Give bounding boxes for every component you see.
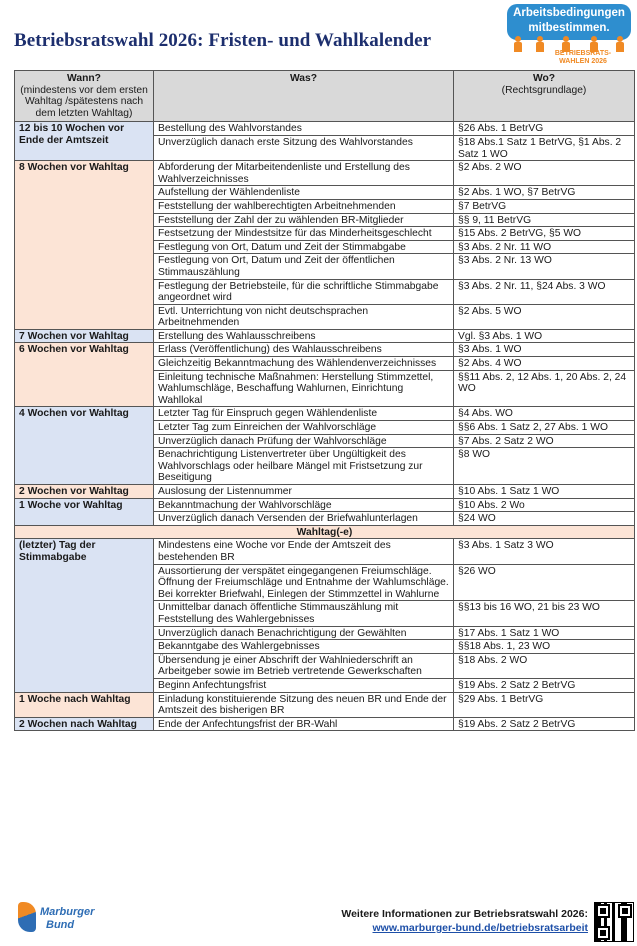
table-row <box>15 122 635 136</box>
legal-basis-cell: §8 WO <box>454 448 635 485</box>
legal-basis-cell: §§11 Abs. 2, 12 Abs. 1, 20 Abs. 2, 24 WO <box>454 370 635 407</box>
legal-basis-cell: §3 Abs. 1 Satz 3 WO <box>454 539 635 564</box>
what-cell: Bestellung des Wahlvorstandes <box>154 122 454 136</box>
when-cell: 4 Wochen vor Wahltag <box>15 407 154 485</box>
legal-basis-cell: §3 Abs. 2 Nr. 11 WO <box>454 240 635 254</box>
legal-basis-cell: §19 Abs. 2 Satz 2 BetrVG <box>454 717 635 731</box>
when-cell: (letzter) Tag der Stimmabgabe <box>15 539 154 692</box>
legal-basis-cell: §29 Abs. 1 BetrVG <box>454 692 635 717</box>
footer-info-text: Weitere Informationen zur Betriebsratswahl 2026: <box>341 908 588 920</box>
legal-basis-cell: §18 Abs. 2 WO <box>454 653 635 678</box>
legal-basis-cell: §§6 Abs. 1 Satz 2, 27 Abs. 1 WO <box>454 421 635 435</box>
what-cell: Gleichzeitig Bekanntmachung des Wählendenverzeichnisses <box>154 357 454 371</box>
what-cell: Unmittelbar danach öffentliche Stimmauszählung mit Feststellung des Wahlergebnisses <box>154 601 454 626</box>
when-cell: 2 Wochen vor Wahltag <box>15 485 154 499</box>
table-row <box>15 717 635 731</box>
what-cell: Festlegung von Ort, Datum und Zeit der Stimmabgabe <box>154 240 454 254</box>
legal-basis-cell: §§18 Abs. 1, 23 WO <box>454 640 635 654</box>
what-cell: Letzter Tag für Einspruch gegen Wählendenliste <box>154 407 454 421</box>
what-cell: Unverzüglich danach Versenden der Briefwahlunterlagen <box>154 512 454 526</box>
legal-basis-cell: §17 Abs. 1 Satz 1 WO <box>454 626 635 640</box>
what-cell: Evtl. Unterrichtung von nicht deutschsprachen Arbeitnehmenden <box>154 304 454 329</box>
what-cell: Festlegung von Ort, Datum und Zeit der öffentlichen Stimmauszählung <box>154 254 454 279</box>
when-cell: 6 Wochen vor Wahltag <box>15 343 154 407</box>
legal-basis-cell: §15 Abs. 2 BetrVG, §5 WO <box>454 227 635 241</box>
what-cell: Unverzüglich danach Prüfung der Wahlvorschläge <box>154 434 454 448</box>
legal-basis-cell: §2 Abs. 1 WO, §7 BetrVG <box>454 186 635 200</box>
page-title: Betriebsratswahl 2026: Fristen- und Wahlkalender <box>14 30 432 51</box>
table-header-row <box>15 71 635 122</box>
what-cell: Festsetzung der Mindestsitze für das Minderheitsgeschlecht <box>154 227 454 241</box>
legal-basis-cell: §24 WO <box>454 512 635 526</box>
table-row <box>15 485 635 499</box>
legal-basis-cell: §§ 9, 11 BetrVG <box>454 213 635 227</box>
legal-basis-cell: §7 Abs. 2 Satz 2 WO <box>454 434 635 448</box>
legal-basis-cell: §§13 bis 16 WO, 21 bis 23 WO <box>454 601 635 626</box>
what-cell: Feststellung der Zahl der zu wählenden BR-Mitglieder <box>154 213 454 227</box>
legal-basis-cell: §4 Abs. WO <box>454 407 635 421</box>
what-cell: Letzter Tag zum Einreichen der Wahlvorschläge <box>154 421 454 435</box>
legal-basis-cell: §7 BetrVG <box>454 199 635 213</box>
footer-info <box>300 907 588 935</box>
table-row <box>15 329 635 343</box>
what-cell: Übersendung je einer Abschrift der Wahlniederschrift an Arbeitgeber sowie im Betrieb vertretende Gewerkschaften <box>154 653 454 678</box>
what-cell: Beginn Anfechtungsfrist <box>154 678 454 692</box>
deadline-table <box>14 70 635 731</box>
when-cell: 2 Wochen nach Wahltag <box>15 717 154 731</box>
what-cell: Unverzüglich danach erste Sitzung des Wahlvorstandes <box>154 135 454 160</box>
what-cell: Bekanntgabe des Wahlergebnisses <box>154 640 454 654</box>
when-cell: 7 Wochen vor Wahltag <box>15 329 154 343</box>
legal-basis-cell: §2 Abs. 5 WO <box>454 304 635 329</box>
what-cell: Erlass (Veröffentlichung) des Wahlausschreibens <box>154 343 454 357</box>
legal-basis-cell: §19 Abs. 2 Satz 2 BetrVG <box>454 678 635 692</box>
table-row <box>15 539 635 564</box>
when-cell: 1 Woche nach Wahltag <box>15 692 154 717</box>
what-cell: Bekanntmachung der Wahlvorschläge <box>154 498 454 512</box>
what-cell: Einleitung technische Maßnahmen: Herstellung Stimmzettel, Wahlumschläge, Beschaffung Wahlurnen, Einrichtung Wahllokal <box>154 370 454 407</box>
table-row <box>15 498 635 512</box>
what-cell: Abforderung der Mitarbeitendenliste und Erstellung des Wahlverzeichnisses <box>154 161 454 186</box>
when-cell: 12 bis 10 Wochen vor Ende der Amtszeit <box>15 122 154 161</box>
legal-basis-cell: §10 Abs. 2 Wo <box>454 498 635 512</box>
legal-basis-cell: Vgl. §3 Abs. 1 WO <box>454 329 635 343</box>
legal-basis-cell: §3 Abs. 2 Nr. 13 WO <box>454 254 635 279</box>
table-row <box>15 343 635 357</box>
what-cell: Festlegung der Betriebsteile, für die schriftliche Stimmabgabe angeordnet wird <box>154 279 454 304</box>
logo-mark-icon <box>18 902 36 932</box>
header-when: Wann? (mindestens vor dem ersten Wahltag /spätestens nach dem letzten Wahltag) <box>15 71 154 122</box>
logo-subtitle: BETRIEBSRATS- WAHLEN 2026 <box>554 50 612 65</box>
what-cell: Auslosung der Listennummer <box>154 485 454 499</box>
what-cell: Erstellung des Wahlausschreibens <box>154 329 454 343</box>
legal-basis-cell: §26 Abs. 1 BetrVG <box>454 122 635 136</box>
legal-basis-cell: §2 Abs. 4 WO <box>454 357 635 371</box>
what-cell: Aufstellung der Wählendenliste <box>154 186 454 200</box>
election-day-separator: Wahltag(-e) <box>15 525 635 539</box>
what-cell: Benachrichtigung Listenvertreter über Ungültigkeit des Wahlvorschlags oder heilbare Mängel mit Fristsetzung zur Beseitigung <box>154 448 454 485</box>
what-cell: Feststellung der wahlberechtigten Arbeitnehmenden <box>154 199 454 213</box>
legal-basis-cell: §10 Abs. 1 Satz 1 WO <box>454 485 635 499</box>
legal-basis-cell: §3 Abs. 2 Nr. 11, §24 Abs. 3 WO <box>454 279 635 304</box>
what-cell: Aussortierung der verspätet eingegangenen Freiumschläge. Öffnung der Freiumschläge und Entnahme der Wahlumschläge. Bei korrekter Briefwahl, Einlegen der Stimmzettel in Wahlurne <box>154 564 454 601</box>
what-cell: Einladung konstituierende Sitzung des neuen BR und Ende der Amtszeit des bisherigen BR <box>154 692 454 717</box>
header-what: Was? <box>154 71 454 122</box>
marburger-bund-logo: Marburger Bund <box>16 900 96 938</box>
what-cell: Mindestens eine Woche vor Ende der Amtszeit des bestehenden BR <box>154 539 454 564</box>
when-cell: 8 Wochen vor Wahltag <box>15 161 154 330</box>
qr-code-icon <box>594 902 634 942</box>
legal-basis-cell: §2 Abs. 2 WO <box>454 161 635 186</box>
table-row <box>15 161 635 186</box>
legal-basis-cell: §26 WO <box>454 564 635 601</box>
header-where: Wo? (Rechtsgrundlage) <box>454 71 635 122</box>
logo-line-1: Arbeitsbedingungen <box>513 7 625 19</box>
logo-line-2: mitbestimmen. <box>528 22 610 34</box>
footer-link[interactable]: www.marburger-bund.de/betriebsratsarbeit <box>372 922 588 934</box>
legal-basis-cell: §18 Abs.1 Satz 1 BetrVG, §1 Abs. 2 Satz 1 WO <box>454 135 635 160</box>
campaign-logo <box>505 2 635 66</box>
logo-speech-bubble <box>507 4 631 40</box>
when-cell: 1 Woche vor Wahltag <box>15 498 154 525</box>
what-cell: Ende der Anfechtungsfrist der BR-Wahl <box>154 717 454 731</box>
legal-basis-cell: §3 Abs. 1 WO <box>454 343 635 357</box>
table-row <box>15 407 635 421</box>
table-row <box>15 692 635 717</box>
what-cell: Unverzüglich danach Benachrichtigung der Gewählten <box>154 626 454 640</box>
